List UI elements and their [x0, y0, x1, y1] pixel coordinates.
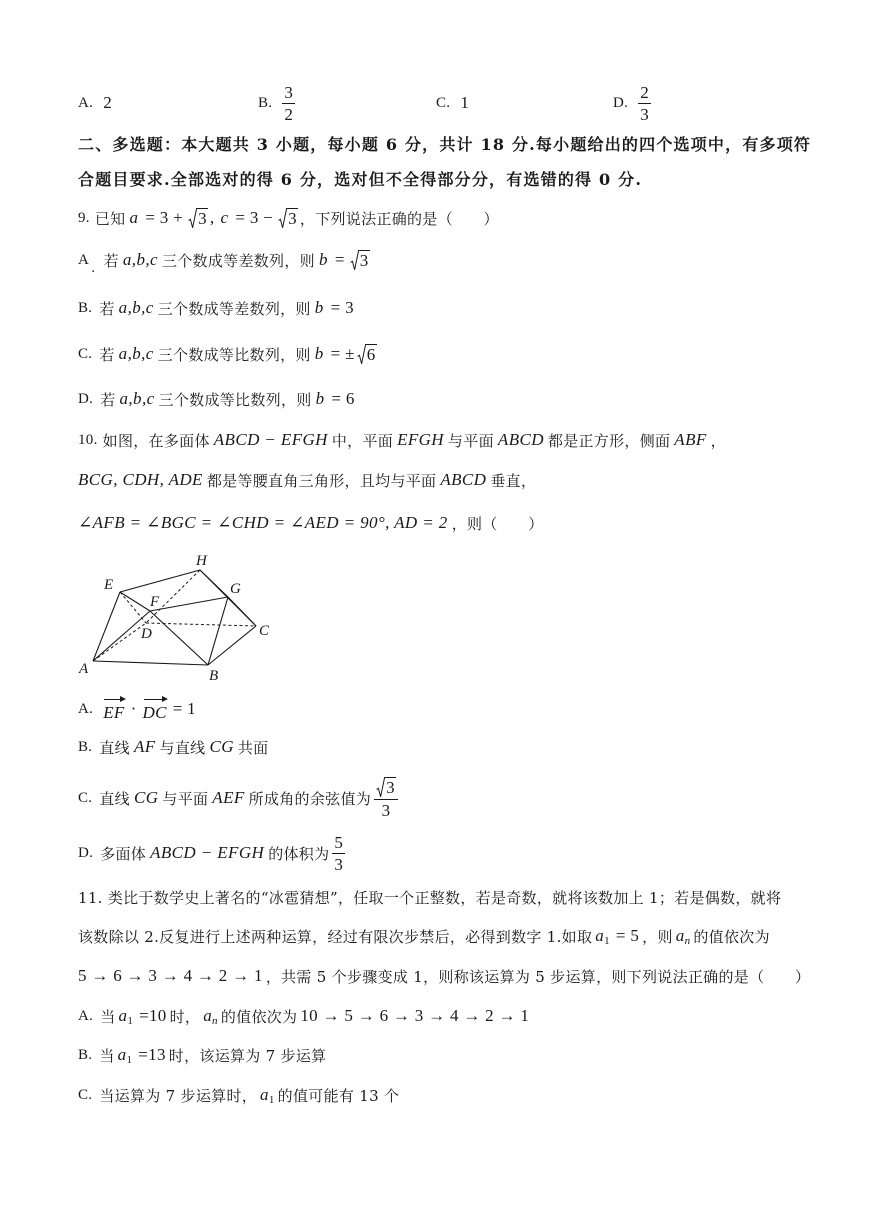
option-text: 时，该运算为 7 步运算 — [168, 1046, 327, 1065]
option-text: 若 — [103, 251, 119, 270]
option-label: C. — [436, 94, 451, 111]
math-expression: ABCD − EFGH — [213, 430, 328, 449]
var-a: a — [595, 925, 605, 945]
expression: = 6 — [331, 389, 355, 408]
radicand: 3 — [359, 250, 369, 270]
edge-CH — [200, 570, 256, 626]
math-expression: BCG, CDH, ADE — [78, 470, 203, 489]
expression: = 3 — [330, 298, 354, 317]
q8-option-c — [436, 83, 472, 123]
expression: =13 — [138, 1045, 166, 1064]
option-vars: a,b,c — [119, 389, 155, 408]
edge-BC — [208, 626, 256, 665]
vertex-label-h: H — [196, 553, 207, 569]
radicand: 3 — [386, 777, 395, 797]
option-text: 共面 — [237, 738, 269, 757]
option-label: B. — [78, 299, 93, 316]
var-a: a — [118, 1005, 128, 1025]
sequence-term-an — [676, 926, 691, 947]
option-value: 1 — [460, 93, 470, 112]
fraction-numerator: 3 — [284, 82, 294, 102]
question-number: 10. — [78, 431, 98, 448]
expression: = — [334, 250, 345, 269]
stem-text: 中，平面 — [331, 431, 394, 450]
edge-AB — [93, 661, 208, 665]
option-text: 若 — [99, 299, 115, 318]
sequence-term-an — [203, 1006, 218, 1027]
q9-option-b — [78, 288, 357, 328]
vertex-label-a: A — [79, 661, 89, 677]
var-c: c — [220, 208, 229, 227]
vector-arrow-icon — [104, 699, 123, 700]
sequence-chain: 5 → 6 → 3 → 4 → 2 → 1 — [78, 966, 263, 985]
option-text: 与直线 — [159, 738, 206, 757]
var-b: b — [314, 298, 324, 317]
vector-name: EF — [103, 702, 125, 722]
q10-option-d — [78, 833, 348, 873]
math-expression: ABCD − EFGH — [150, 843, 265, 862]
q11-stem-line-3 — [78, 956, 810, 996]
option-text: 直线 — [99, 789, 130, 808]
vector-dc — [143, 696, 167, 723]
vector-arrow-icon — [144, 699, 166, 700]
option-text: 三个数成等比数列，则 — [157, 345, 311, 364]
sequence-chain: 10 → 5 → 6 → 3 → 4 → 2 → 1 — [300, 1006, 530, 1025]
subscript: n — [684, 934, 691, 947]
fraction-denominator: 3 — [334, 854, 344, 874]
math-expression: AF — [133, 737, 156, 756]
option-text: 的值可能有 13 个 — [277, 1086, 400, 1105]
stem-text: ，共需 5 个步骤变成 1，则称该运算为 5 步运算，则下列说法正确的是（ ） — [265, 967, 811, 986]
option-text: 的值依次为 — [220, 1007, 298, 1026]
radical-sign-icon — [188, 208, 197, 229]
fraction-numerator: 5 — [334, 832, 344, 852]
option-text: 与平面 — [162, 789, 209, 808]
q10-option-b — [78, 727, 268, 767]
q8-option-a — [78, 83, 115, 123]
edge-BG — [208, 597, 228, 665]
radical-sign-icon — [376, 777, 385, 798]
edge-AE — [93, 592, 120, 661]
q11-option-c — [78, 1075, 399, 1115]
option-text: 三个数成等差数列，则 — [157, 299, 311, 318]
radical-sign-icon — [350, 250, 359, 271]
math-expression: ABCD — [440, 470, 487, 489]
option-label: B. — [78, 738, 93, 755]
vertex-label-g: G — [230, 581, 241, 597]
sequence-term-a1 — [260, 1085, 275, 1106]
sequence-term-a1 — [118, 1045, 133, 1066]
sqrt-expression — [350, 250, 370, 271]
option-label-mark: . — [91, 260, 96, 276]
vertex-label-d: D — [141, 626, 152, 642]
q10-stem-line-2 — [78, 460, 536, 500]
var-a: a — [675, 925, 685, 945]
subscript: 1 — [126, 1053, 133, 1066]
stem-text: 该数除以 2.反复进行上述两种运算，经过有限次步禁后，必得到数字 1.如取 — [78, 927, 593, 946]
option-label: B. — [78, 1046, 93, 1063]
fraction — [638, 83, 651, 124]
stem-text: ， — [710, 431, 726, 450]
stem-text: 垂直， — [490, 471, 537, 490]
option-vars: a,b,c — [118, 344, 154, 363]
q9-stem — [78, 198, 499, 238]
expression: = 1 — [172, 699, 196, 718]
option-label: A. — [78, 94, 94, 111]
question-number: 9. — [78, 209, 90, 226]
subscript: n — [212, 1014, 218, 1027]
option-text: 时， — [169, 1007, 201, 1026]
section-heading-line-1: 二、多选题：本大题共 3 小题，每小题 6 分，共计 18 分.每小题给出的四个选项中，有多项符 — [78, 134, 812, 154]
q10-stem-line-3 — [78, 503, 544, 543]
stem-text: 已知 — [94, 209, 126, 228]
subscript: 1 — [127, 1014, 134, 1027]
expression: = 3 − — [235, 208, 274, 227]
radicand: 3 — [288, 208, 297, 228]
q10-option-c — [78, 778, 401, 818]
vector-ef — [103, 696, 124, 723]
option-text: 若 — [100, 390, 116, 409]
q9-option-c — [78, 334, 379, 374]
separator: , — [209, 208, 215, 227]
sequence-term-a1 — [595, 926, 610, 947]
option-label: C. — [78, 789, 93, 806]
option-value: 2 — [103, 93, 112, 112]
sqrt-expression — [357, 344, 377, 365]
vertex-label-e: E — [104, 577, 114, 593]
math-expression: ABF — [674, 430, 707, 449]
option-label: C. — [78, 345, 93, 362]
fraction-numerator — [374, 777, 398, 800]
stem-text: 与平面 — [448, 431, 494, 450]
q8-option-d — [613, 83, 654, 123]
stem-text: ，则（ ） — [451, 514, 544, 533]
option-label: D. — [78, 844, 94, 861]
radicand: 3 — [198, 208, 207, 228]
fraction-denominator: 3 — [381, 800, 391, 820]
stem-text: ，则 — [642, 927, 673, 946]
vector-name: DC — [142, 702, 167, 722]
option-text: 三个数成等比数列，则 — [158, 390, 312, 409]
q11-option-a — [78, 996, 532, 1036]
option-text: 当运算为 7 步运算时， — [99, 1086, 258, 1105]
option-label: A. — [78, 1007, 94, 1024]
stem-text: 的值依次为 — [693, 927, 770, 946]
option-vars: a,b,c — [122, 250, 158, 269]
fraction-denominator: 2 — [284, 104, 294, 124]
sequence-term-a1 — [119, 1006, 134, 1027]
expression: = 5 — [615, 926, 640, 945]
sqrt-expression — [376, 777, 396, 798]
fraction-numerator: 2 — [640, 82, 649, 102]
fraction — [374, 777, 398, 820]
option-text: 若 — [99, 345, 115, 364]
vertex-label-b: B — [209, 668, 219, 684]
stem-text: 都是等腰直角三角形，且均与平面 — [206, 471, 437, 490]
option-label: A — [78, 251, 90, 268]
option-label: C. — [78, 1086, 93, 1103]
var-a: a — [129, 208, 139, 227]
option-text: 三个数成等差数列，则 — [161, 251, 315, 270]
edge-EH — [120, 570, 200, 592]
option-text: 当 — [100, 1007, 116, 1026]
stem-text: 如图，在多面体 — [102, 431, 210, 450]
math-expression: EFGH — [397, 430, 444, 449]
option-text: 的体积为 — [268, 844, 330, 863]
edge-FB — [150, 611, 208, 665]
option-text: 当 — [99, 1046, 115, 1065]
math-expression: CG — [209, 737, 234, 756]
expression: = 3 + — [145, 208, 184, 227]
section-heading-line-2: 合题目要求.全部选对的得 6 分，选对但不全得部分分，有选错的得 0 分. — [78, 169, 643, 189]
edge-FE — [120, 592, 150, 611]
math-expression: CG — [133, 788, 159, 807]
radical-sign-icon — [278, 208, 287, 229]
option-label: A. — [78, 700, 94, 717]
polyhedron-figure — [70, 545, 285, 685]
fraction-denominator: 3 — [640, 104, 649, 124]
q9-option-a — [78, 240, 372, 280]
var-b: b — [318, 250, 328, 269]
option-text: 直线 — [99, 738, 130, 757]
q10-stem-line-1 — [78, 420, 726, 460]
fraction — [332, 833, 345, 874]
radicand: 6 — [366, 344, 376, 364]
q8-option-b — [258, 83, 298, 123]
var-b: b — [315, 389, 325, 408]
subscript: 1 — [268, 1093, 275, 1106]
q11-option-b — [78, 1035, 326, 1075]
var-b: b — [314, 344, 324, 363]
option-label: D. — [613, 94, 629, 111]
edge-GF — [150, 597, 228, 611]
stem-text: 都是正方形，侧面 — [547, 431, 671, 450]
subscript: 1 — [604, 934, 610, 947]
var-a: a — [117, 1044, 127, 1064]
option-label: D. — [78, 390, 94, 407]
q11-stem-line-2 — [78, 916, 770, 956]
expression: = ± — [330, 344, 355, 363]
var-a: a — [203, 1005, 213, 1025]
expression: =10 — [139, 1006, 167, 1025]
option-text: 所成角的余弦值为 — [248, 789, 372, 808]
dot-operator: · — [130, 699, 137, 718]
sqrt-expression — [188, 208, 208, 229]
vertex-label-c: C — [259, 623, 270, 639]
q10-option-a — [78, 689, 199, 729]
option-text: 多面体 — [100, 844, 147, 863]
option-label: B. — [258, 94, 273, 111]
vertex-label-f: F — [150, 594, 160, 610]
stem-text: ，下列说法正确的是（ ） — [299, 209, 499, 228]
fraction — [282, 83, 295, 124]
var-a: a — [260, 1084, 269, 1104]
math-expression: AEF — [212, 788, 245, 807]
radical-sign-icon — [357, 344, 366, 365]
option-vars: a,b,c — [118, 298, 154, 317]
math-expression: ABCD — [497, 430, 544, 449]
q9-option-d — [78, 379, 358, 419]
edge-DC — [146, 623, 256, 626]
sqrt-expression — [278, 208, 298, 229]
q11-stem-line-1: 11. 类比于数学史上著名的“冰雹猜想”，任取一个正整数，若是奇数，就将该数加上 1；若是偶数，就将 — [78, 888, 782, 907]
math-expression: ∠AFB = ∠BGC = ∠CHD = ∠AED = 90°, AD = 2 — [78, 513, 448, 532]
